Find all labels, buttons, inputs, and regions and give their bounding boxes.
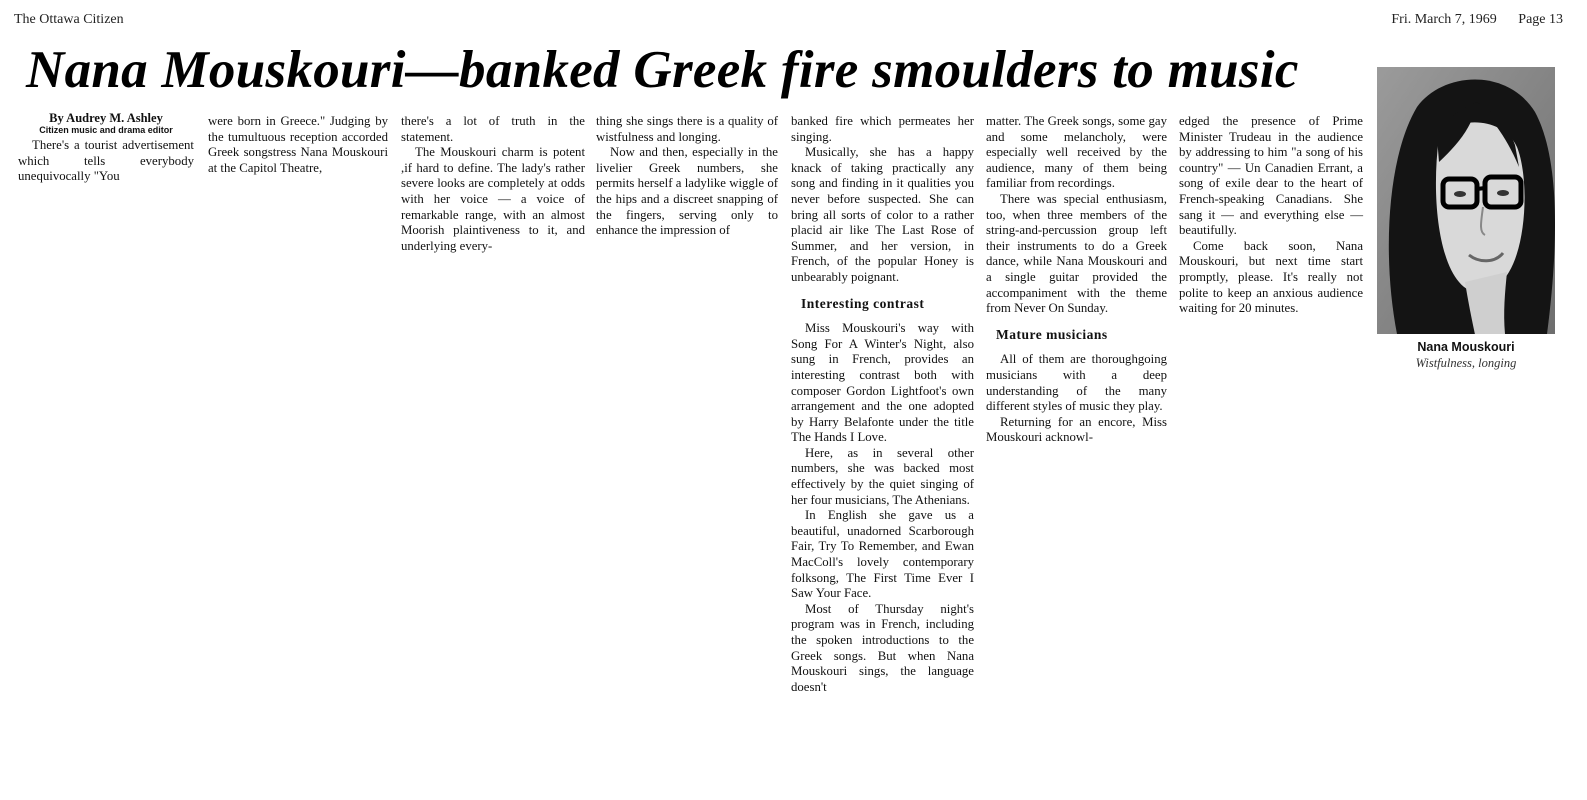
paragraph: Now and then, especially in the livelier Greek numbers, she permits herself a ladylike wiggle of the hips and a discreet snapping of the fingers, serving only to enhance the impression of — [596, 145, 778, 238]
paragraph: there's a lot of truth in the statement. — [401, 114, 585, 144]
byline-author: By Audrey M. Ashley — [49, 111, 163, 125]
issue-date: Fri. March 7, 1969 — [1391, 12, 1497, 27]
paragraph: thing she sings there is a quality of wistfulness and longing. — [596, 114, 778, 144]
photo-caption-subtitle: Wistfulness, longing — [1415, 356, 1517, 370]
article-column-3 — [401, 114, 585, 254]
paragraph: Musically, she has a happy knack of taking practically any song and finding in it qualities you never before suspected. She can bring all sorts of color to a rather placid air like The Last Rose of Summer, and her version, in French, of the popular Honey is unbearably poignant. — [791, 145, 974, 284]
article-headline: Nana Mouskouri—banked Greek fire smoulders to music — [26, 41, 1299, 99]
article-column-6 — [986, 114, 1167, 446]
article-column-7 — [1179, 114, 1363, 317]
article-column-5 — [791, 114, 974, 695]
paragraph: There's a tourist advertisement which tells everybody unequivocally "You — [18, 138, 194, 184]
article-column-2 — [208, 114, 388, 176]
paragraph: All of them are thoroughgoing musicians with a deep understanding of the many different styles of music they play. — [986, 352, 1167, 414]
paragraph: Returning for an encore, Miss Mouskouri acknowl- — [986, 414, 1167, 445]
paragraph: In English she gave us a beautiful, unadorned Scarborough Fair, Try To Remember, and Ewan MacColl's lovely contemporary folksong, The First Time Ever I Saw Your Face. — [791, 508, 974, 601]
paragraph: Here, as in several other numbers, she was backed most effectively by the quiet singing of her four musicians, The Athenians. — [791, 445, 974, 507]
issue-info — [1373, 12, 1563, 28]
portrait-illustration — [1377, 67, 1555, 334]
paragraph: There was special enthusiasm, too, when three members of the string-and-percussion group left their instruments to do a Greek dance, while Nana Mouskouri and a single guitar provided the accompaniment with the theme from Never On Sunday. — [986, 191, 1167, 316]
paragraph: Come back soon, Nana Mouskouri, but next time start promptly, please. It's really not polite to keep an anxious audience waiting for 20 minutes. — [1179, 238, 1363, 316]
article-column-4 — [596, 114, 778, 239]
page-number: Page 13 — [1518, 12, 1563, 27]
subheading: Interesting contrast — [801, 295, 925, 311]
paragraph: The Mouskouri charm is potent ,if hard to define. The lady's rather severe looks are completely at odds with her voice — a voice of remarkable range, with an almost Moorish plaintiveness to it, and underlying every- — [401, 145, 585, 253]
byline-title: Citizen music and drama editor — [39, 125, 173, 135]
subheading: Mature musicians — [996, 326, 1108, 342]
portrait-photo — [1377, 67, 1555, 334]
paragraph: banked fire which permeates her singing. — [791, 114, 974, 144]
paragraph: matter. The Greek songs, some gay and some melancholy, were especially well received by the audience, many of them being familiar from recordings. — [986, 114, 1167, 191]
photo-caption-name: Nana Mouskouri — [1417, 340, 1515, 354]
paragraph: edged the presence of Prime Minister Trudeau in the audience by addressing to him "a song of his country" — Un Canadien Errant, a song of exile dear to the heart of French-speaking Canadians. She sang it — and everything else — beautifully. — [1179, 114, 1363, 238]
paragraph: Most of Thursday night's program was in French, including the spoken introductions to the Greek songs. But when Nana Mouskouri sings, the language doesn't — [791, 601, 974, 694]
paragraph: Miss Mouskouri's way with Song For A Winter's Night, also sung in French, provides an interesting contrast both with composer Gordon Lightfoot's own arrangement and the one adopted by Harry Belafonte under the title The Hands I Love. — [791, 321, 974, 445]
paragraph: were born in Greece." Judging by the tumultuous reception accorded Greek songstress Nana Mouskouri at the Capitol Theatre, — [208, 114, 388, 175]
newspaper-name: The Ottawa Citizen — [14, 12, 124, 27]
article-column-1 — [18, 111, 194, 185]
